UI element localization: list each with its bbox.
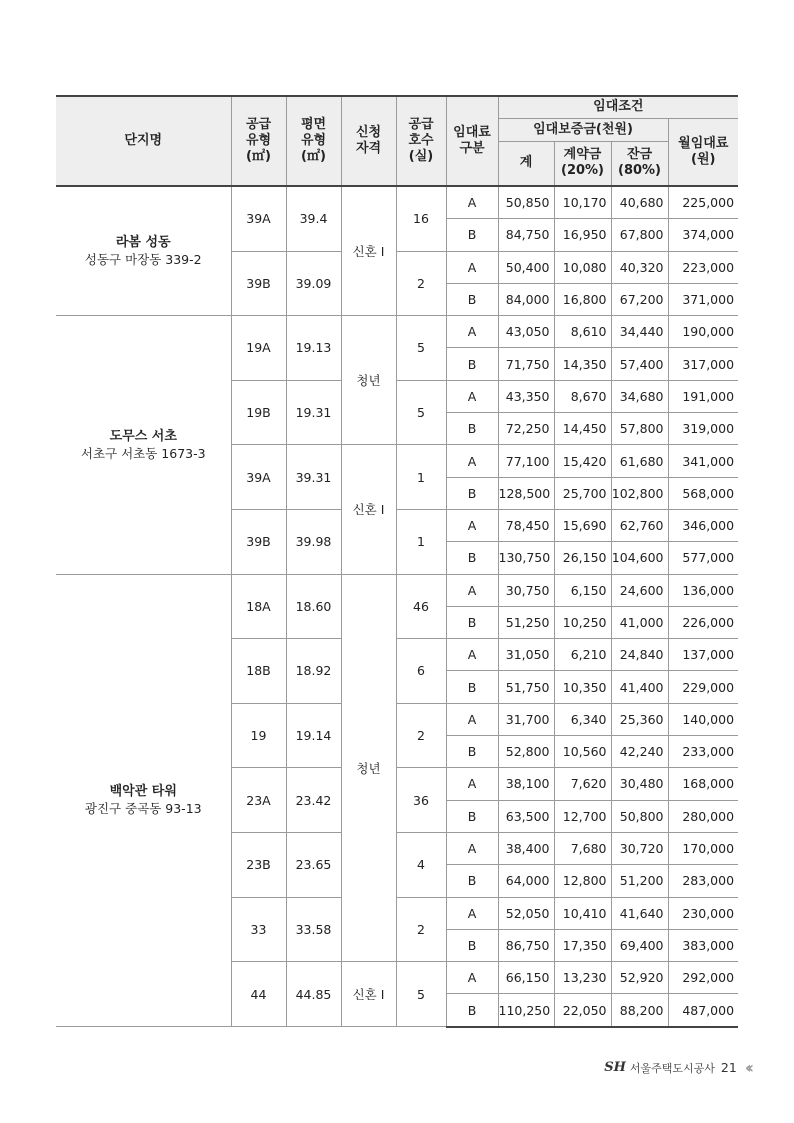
contract-deposit: 13,230	[554, 962, 611, 994]
monthly-rent: 577,000	[668, 542, 738, 574]
balance-deposit: 104,600	[611, 542, 668, 574]
monthly-rent: 371,000	[668, 283, 738, 315]
area-type: 23.42	[286, 768, 341, 833]
unit-count: 4	[396, 832, 446, 897]
unit-count: 6	[396, 639, 446, 704]
balance-deposit: 30,480	[611, 768, 668, 800]
monthly-rent: 226,000	[668, 606, 738, 638]
contract-deposit: 10,560	[554, 736, 611, 768]
supply-type: 19A	[231, 316, 286, 381]
area-type: 39.4	[286, 186, 341, 251]
monthly-rent: 383,000	[668, 929, 738, 961]
deposit-total: 31,050	[498, 639, 554, 671]
monthly-rent: 317,000	[668, 348, 738, 380]
contract-deposit: 10,410	[554, 897, 611, 929]
unit-count: 2	[396, 251, 446, 316]
balance-deposit: 62,760	[611, 509, 668, 541]
deposit-total: 84,000	[498, 283, 554, 315]
area-type: 39.31	[286, 445, 341, 510]
deposit-total: 50,400	[498, 251, 554, 283]
table-body	[56, 186, 738, 1027]
header-area-type: 평면 유형 (㎡)	[286, 96, 341, 186]
balance-deposit: 24,600	[611, 574, 668, 606]
unit-count: 2	[396, 703, 446, 768]
header-conditions: 임대조건	[498, 96, 738, 118]
rent-class: A	[446, 832, 498, 864]
monthly-rent: 233,000	[668, 736, 738, 768]
rent-class: A	[446, 768, 498, 800]
rent-class: A	[446, 509, 498, 541]
contract-deposit: 12,800	[554, 865, 611, 897]
supply-type: 44	[231, 962, 286, 1027]
balance-deposit: 41,400	[611, 671, 668, 703]
monthly-rent: 190,000	[668, 316, 738, 348]
rent-class: A	[446, 639, 498, 671]
deposit-total: 128,500	[498, 477, 554, 509]
monthly-rent: 487,000	[668, 994, 738, 1027]
header-total: 계	[498, 141, 554, 186]
deposit-total: 51,250	[498, 606, 554, 638]
contract-deposit: 15,420	[554, 445, 611, 477]
unit-count: 5	[396, 316, 446, 381]
header-balance: 잔금 (80%)	[611, 141, 668, 186]
balance-deposit: 61,680	[611, 445, 668, 477]
balance-deposit: 42,240	[611, 736, 668, 768]
contract-deposit: 16,800	[554, 283, 611, 315]
contract-deposit: 26,150	[554, 542, 611, 574]
monthly-rent: 292,000	[668, 962, 738, 994]
rent-class: A	[446, 380, 498, 412]
header-eligibility: 신청 자격	[341, 96, 396, 186]
monthly-rent: 191,000	[668, 380, 738, 412]
monthly-rent: 229,000	[668, 671, 738, 703]
contract-deposit: 12,700	[554, 800, 611, 832]
deposit-total: 130,750	[498, 542, 554, 574]
contract-deposit: 8,610	[554, 316, 611, 348]
area-type: 39.98	[286, 509, 341, 574]
monthly-rent: 223,000	[668, 251, 738, 283]
unit-count: 36	[396, 768, 446, 833]
eligibility: 청년	[341, 574, 396, 962]
rent-class: A	[446, 703, 498, 735]
rent-class: B	[446, 865, 498, 897]
supply-type: 39A	[231, 445, 286, 510]
balance-deposit: 34,440	[611, 316, 668, 348]
complex-name: 도무스 서초	[109, 428, 177, 444]
deposit-total: 52,050	[498, 897, 554, 929]
rent-class: A	[446, 316, 498, 348]
contract-deposit: 10,080	[554, 251, 611, 283]
complex-cell	[56, 316, 231, 574]
contract-deposit: 14,450	[554, 413, 611, 445]
complex-address: 서초구 서초동 1673-3	[80, 445, 206, 461]
supply-type: 23A	[231, 768, 286, 833]
deposit-total: 50,850	[498, 186, 554, 219]
header-contract: 계약금 (20%)	[554, 141, 611, 186]
area-type: 19.13	[286, 316, 341, 381]
header-rent-class: 임대료 구분	[446, 96, 498, 186]
rent-class: B	[446, 736, 498, 768]
deposit-total: 64,000	[498, 865, 554, 897]
page-number: 21	[720, 1060, 737, 1075]
header-deposit: 임대보증금(천원)	[498, 118, 668, 141]
rent-class: B	[446, 413, 498, 445]
deposit-total: 43,050	[498, 316, 554, 348]
balance-deposit: 88,200	[611, 994, 668, 1027]
supply-type: 18A	[231, 574, 286, 639]
eligibility: 신혼 Ⅰ	[341, 962, 396, 1027]
rent-class: A	[446, 574, 498, 606]
table-row	[56, 574, 738, 606]
complex-address: 광진구 중곡동 93-13	[84, 801, 202, 817]
unit-count: 16	[396, 186, 446, 251]
contract-deposit: 10,350	[554, 671, 611, 703]
deposit-total: 110,250	[498, 994, 554, 1027]
rent-class: B	[446, 219, 498, 251]
monthly-rent: 170,000	[668, 832, 738, 864]
deposit-total: 38,100	[498, 768, 554, 800]
rent-class: B	[446, 671, 498, 703]
deposit-total: 31,700	[498, 703, 554, 735]
monthly-rent: 137,000	[668, 639, 738, 671]
balance-deposit: 51,200	[611, 865, 668, 897]
rent-class: B	[446, 283, 498, 315]
complex-cell	[56, 574, 231, 1027]
complex-name: 백악관 타워	[109, 784, 177, 800]
balance-deposit: 25,360	[611, 703, 668, 735]
header-units: 공급 호수 (실)	[396, 96, 446, 186]
contract-deposit: 6,150	[554, 574, 611, 606]
rent-class: B	[446, 477, 498, 509]
contract-deposit: 10,250	[554, 606, 611, 638]
rent-class: A	[446, 445, 498, 477]
deposit-total: 38,400	[498, 832, 554, 864]
balance-deposit: 67,800	[611, 219, 668, 251]
area-type: 23.65	[286, 832, 341, 897]
deposit-total: 52,800	[498, 736, 554, 768]
rent-class: A	[446, 962, 498, 994]
unit-count: 5	[396, 962, 446, 1027]
balance-deposit: 40,320	[611, 251, 668, 283]
deposit-total: 77,100	[498, 445, 554, 477]
contract-deposit: 10,170	[554, 186, 611, 219]
supply-type: 39B	[231, 509, 286, 574]
deposit-total: 78,450	[498, 509, 554, 541]
supply-type: 19B	[231, 380, 286, 445]
monthly-rent: 568,000	[668, 477, 738, 509]
unit-count: 1	[396, 445, 446, 510]
double-chevron-left-icon: ‹‹	[744, 1058, 750, 1077]
monthly-rent: 374,000	[668, 219, 738, 251]
deposit-total: 84,750	[498, 219, 554, 251]
deposit-total: 63,500	[498, 800, 554, 832]
balance-deposit: 67,200	[611, 283, 668, 315]
monthly-rent: 319,000	[668, 413, 738, 445]
unit-count: 46	[396, 574, 446, 639]
supply-type: 18B	[231, 639, 286, 704]
contract-deposit: 8,670	[554, 380, 611, 412]
monthly-rent: 346,000	[668, 509, 738, 541]
rent-class: B	[446, 929, 498, 961]
rent-conditions-table	[56, 95, 738, 1028]
supply-type: 33	[231, 897, 286, 962]
supply-type: 39A	[231, 186, 286, 251]
balance-deposit: 30,720	[611, 832, 668, 864]
area-type: 44.85	[286, 962, 341, 1027]
page-footer	[604, 1058, 750, 1077]
balance-deposit: 34,680	[611, 380, 668, 412]
header-monthly-rent: 월임대료 (원)	[668, 118, 738, 186]
contract-deposit: 15,690	[554, 509, 611, 541]
table-row	[56, 186, 738, 219]
sh-logo: SH	[604, 1060, 626, 1075]
unit-count: 2	[396, 897, 446, 962]
deposit-total: 66,150	[498, 962, 554, 994]
balance-deposit: 41,000	[611, 606, 668, 638]
rent-class: A	[446, 251, 498, 283]
deposit-total: 43,350	[498, 380, 554, 412]
contract-deposit: 7,680	[554, 832, 611, 864]
monthly-rent: 283,000	[668, 865, 738, 897]
complex-name: 라봄 성동	[115, 235, 171, 251]
area-type: 19.31	[286, 380, 341, 445]
area-type: 33.58	[286, 897, 341, 962]
contract-deposit: 22,050	[554, 994, 611, 1027]
balance-deposit: 57,800	[611, 413, 668, 445]
rent-class: B	[446, 994, 498, 1027]
monthly-rent: 230,000	[668, 897, 738, 929]
monthly-rent: 225,000	[668, 186, 738, 219]
organization-name: 서울주택도시공사	[629, 1061, 715, 1075]
supply-type: 23B	[231, 832, 286, 897]
balance-deposit: 102,800	[611, 477, 668, 509]
contract-deposit: 6,210	[554, 639, 611, 671]
monthly-rent: 341,000	[668, 445, 738, 477]
deposit-total: 51,750	[498, 671, 554, 703]
contract-deposit: 16,950	[554, 219, 611, 251]
rent-class: B	[446, 606, 498, 638]
balance-deposit: 52,920	[611, 962, 668, 994]
rent-class: A	[446, 897, 498, 929]
balance-deposit: 41,640	[611, 897, 668, 929]
contract-deposit: 25,700	[554, 477, 611, 509]
rent-class: B	[446, 348, 498, 380]
rent-class: A	[446, 186, 498, 219]
eligibility: 신혼 Ⅰ	[341, 445, 396, 574]
deposit-total: 30,750	[498, 574, 554, 606]
area-type: 18.92	[286, 639, 341, 704]
monthly-rent: 136,000	[668, 574, 738, 606]
balance-deposit: 57,400	[611, 348, 668, 380]
rent-class: B	[446, 542, 498, 574]
balance-deposit: 50,800	[611, 800, 668, 832]
monthly-rent: 140,000	[668, 703, 738, 735]
area-type: 19.14	[286, 703, 341, 768]
contract-deposit: 6,340	[554, 703, 611, 735]
deposit-total: 72,250	[498, 413, 554, 445]
eligibility: 청년	[341, 316, 396, 445]
contract-deposit: 14,350	[554, 348, 611, 380]
area-type: 39.09	[286, 251, 341, 316]
header-complex: 단지명	[56, 96, 231, 186]
monthly-rent: 280,000	[668, 800, 738, 832]
complex-cell	[56, 186, 231, 316]
balance-deposit: 24,840	[611, 639, 668, 671]
table-row	[56, 316, 738, 348]
header-supply-type: 공급 유형 (㎡)	[231, 96, 286, 186]
deposit-total: 86,750	[498, 929, 554, 961]
contract-deposit: 17,350	[554, 929, 611, 961]
monthly-rent: 168,000	[668, 768, 738, 800]
balance-deposit: 40,680	[611, 186, 668, 219]
balance-deposit: 69,400	[611, 929, 668, 961]
rent-class: B	[446, 800, 498, 832]
complex-address: 성동구 마장동 339-2	[84, 252, 202, 268]
supply-type: 19	[231, 703, 286, 768]
supply-type: 39B	[231, 251, 286, 316]
unit-count: 1	[396, 509, 446, 574]
area-type: 18.60	[286, 574, 341, 639]
eligibility: 신혼 Ⅰ	[341, 186, 396, 316]
deposit-total: 71,750	[498, 348, 554, 380]
unit-count: 5	[396, 380, 446, 445]
contract-deposit: 7,620	[554, 768, 611, 800]
